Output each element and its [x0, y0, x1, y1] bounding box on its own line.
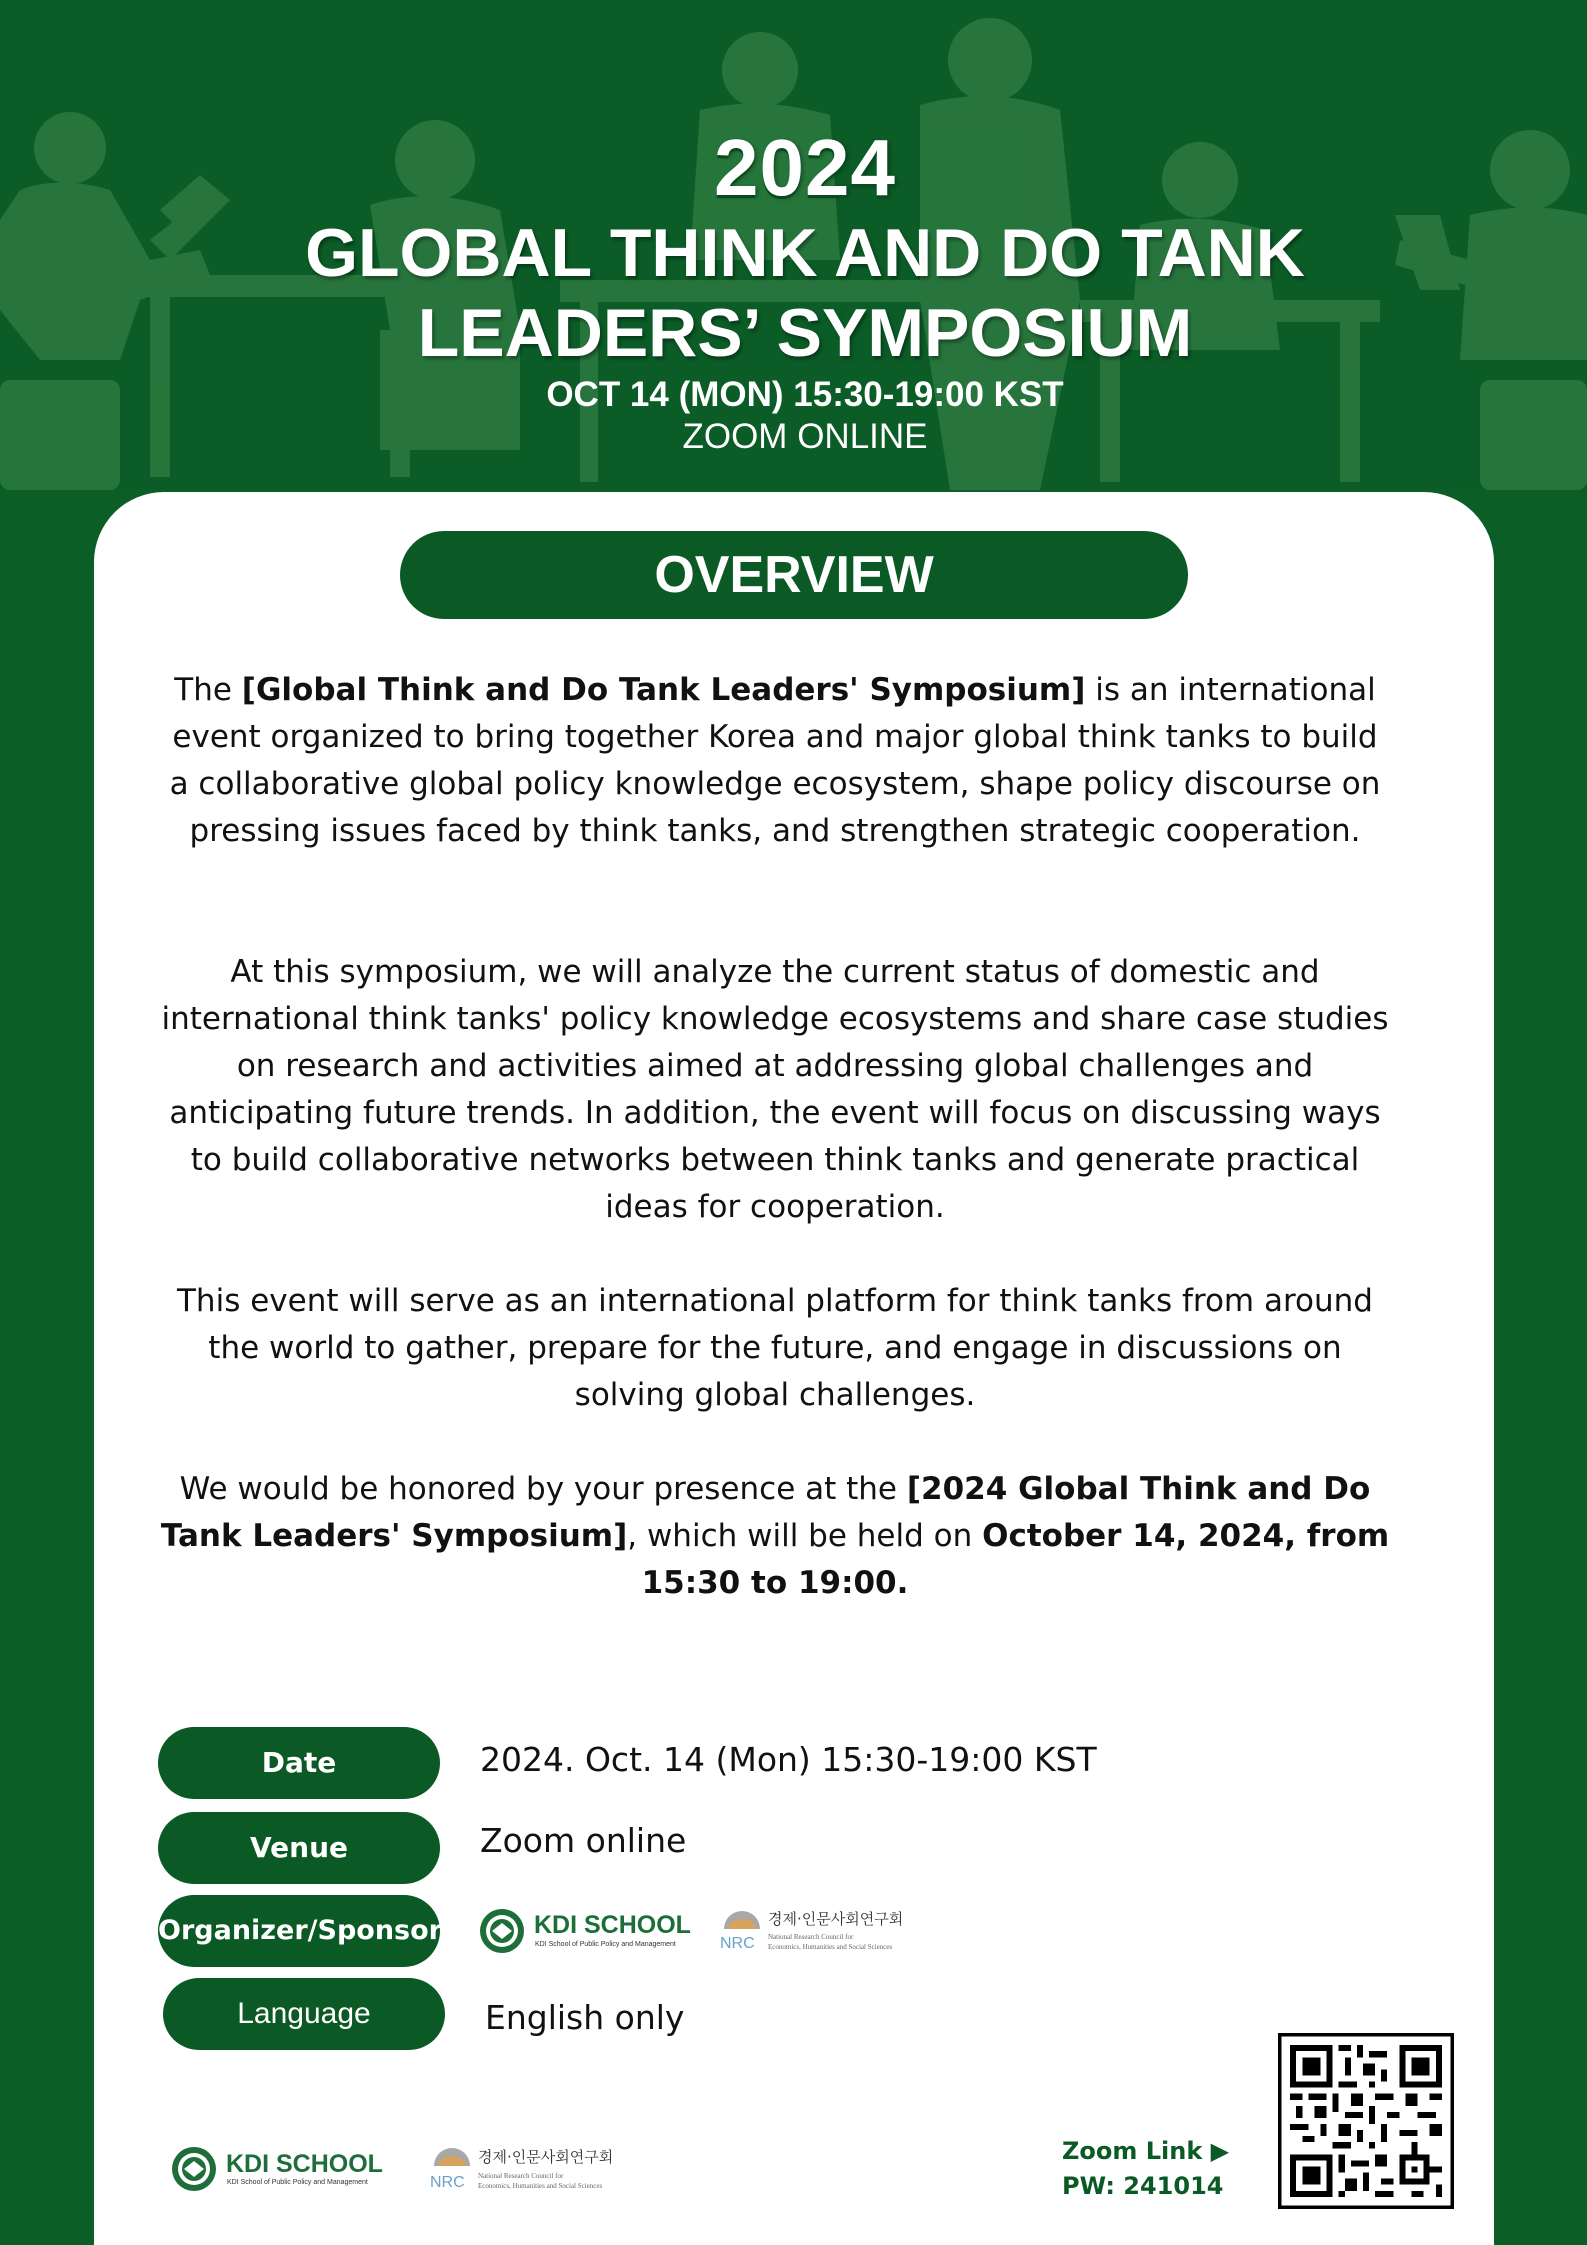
event-year: 2024	[714, 123, 896, 212]
nrc-subtitle-2: Economics, Humanities and Social Sciences	[768, 1943, 893, 1951]
date-label: Date	[158, 1727, 440, 1799]
overview-paragraph-3: This event will serve as an international platform for think tanks from around the world to gather, prepare for the future, and engage in discussions on solving global challenges.	[177, 1283, 1373, 1413]
footer-nrc-korean-name: 경제·인문사회연구회	[478, 2148, 614, 2166]
venue-label: Venue	[158, 1812, 440, 1884]
nrc-korean-name: 경제·인문사회연구회	[768, 1910, 904, 1928]
event-venue: ZOOM ONLINE	[682, 417, 928, 456]
footer-kdi-emblem-icon	[170, 2145, 218, 2193]
kdi-subtitle: KDI School of Public Policy and Management	[535, 1941, 676, 1948]
footer-nrc-logo	[428, 2142, 638, 2198]
zoom-qr-code[interactable]	[1278, 2033, 1454, 2209]
p1-pre: The	[174, 672, 242, 708]
language-label: Language	[163, 1978, 445, 2050]
footer-kdi-name: KDI SCHOOL	[226, 2150, 383, 2178]
qr-code-icon	[1278, 2033, 1454, 2209]
footer-nrc-subtitle-2: Economics, Humanities and Social Sciences	[478, 2182, 603, 2190]
footer-kdi-subtitle: KDI School of Public Policy and Management	[227, 2179, 368, 2186]
kdi-school-logo	[478, 1907, 691, 1957]
p1-post: is an international event organized to bring together Korea and major global think tanks to build a collaborative global policy knowledge ecosystem, shape policy discourse on pressing issues faced by think tanks, and strengthen strategic cooperation.	[169, 672, 1381, 849]
p4-pre: We would be honored by your presence at the	[179, 1471, 907, 1507]
language-value: English only	[485, 1998, 685, 2037]
overview-paragraph-1	[160, 667, 1390, 855]
footer-nrc-subtitle-1: National Research Council for	[478, 2172, 564, 2180]
event-title-line2: LEADERS’ SYMPOSIUM	[417, 295, 1193, 371]
organizer-label: Organizer/Sponsor	[158, 1895, 440, 1967]
footer-kdi-school-logo	[170, 2145, 383, 2195]
footer-nrc-abbr: NRC	[430, 2174, 465, 2191]
event-title-line1: GLOBAL THINK AND DO TANK	[305, 215, 1305, 291]
event-datetime: OCT 14 (MON) 15:30-19:00 KST	[546, 375, 1064, 414]
p4-mid: , which will be held on	[627, 1518, 983, 1554]
nrc-subtitle-1: National Research Council for	[768, 1933, 854, 1941]
venue-value: Zoom online	[480, 1821, 687, 1860]
p4-event-name: [2024 Global Think and Do Tank Leaders' Symposium]	[160, 1471, 1371, 1554]
overview-paragraph-2: At this symposium, we will analyze the current status of domestic and international think tanks' policy knowledge ecosystems and share case studies on research and activities aimed at addressing global challenges and anticipating future trends. In addition, the event will focus on discussing ways to build collaborative networks between think tanks and generate practical ideas for cooperation.	[161, 954, 1389, 1225]
overview-heading: OVERVIEW	[400, 531, 1188, 619]
zoom-link[interactable]: Zoom Link ▶	[1062, 2137, 1230, 2165]
p4-event-date: October 14, 2024, from 15:30 to 19:00.	[641, 1518, 1390, 1601]
p1-event-name: [Global Think and Do Tank Leaders' Symposium]	[241, 672, 1086, 708]
nrc-logo	[718, 1905, 918, 1959]
date-value: 2024. Oct. 14 (Mon) 15:30-19:00 KST	[480, 1740, 1097, 1779]
overview-paragraph-4	[160, 1466, 1390, 1607]
kdi-name: KDI SCHOOL	[534, 1911, 691, 1939]
nrc-abbr: NRC	[720, 1935, 755, 1952]
zoom-password: PW: 241014	[1062, 2172, 1224, 2200]
hero-banner	[0, 0, 1587, 520]
kdi-emblem-icon	[478, 1907, 526, 1955]
